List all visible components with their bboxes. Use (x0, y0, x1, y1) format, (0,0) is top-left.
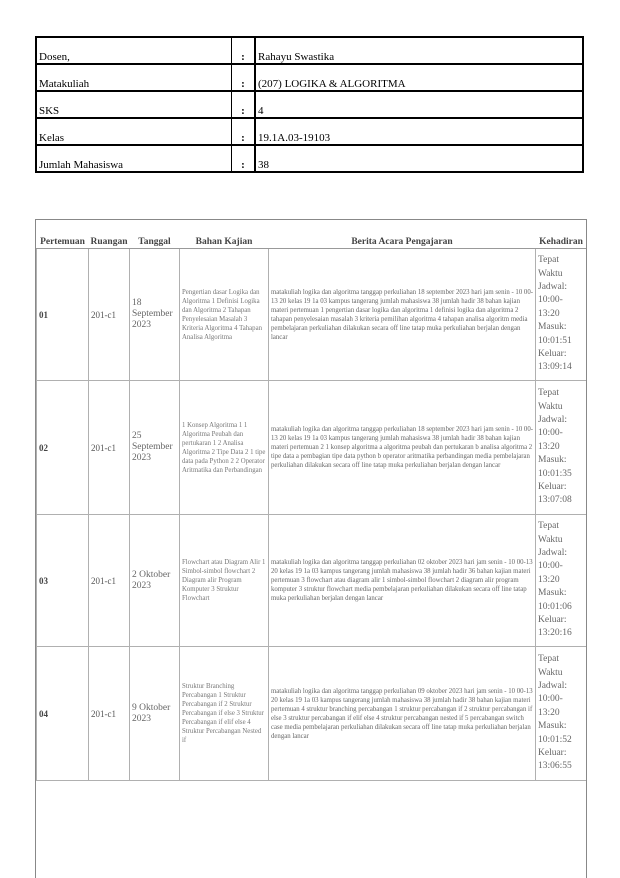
header-ruangan: Ruangan (89, 220, 130, 249)
header-tanggal: Tanggal (130, 220, 180, 249)
header-pertemuan: Pertemuan (37, 220, 89, 249)
table-row (37, 647, 587, 781)
table-header-row (37, 220, 587, 249)
course-info-table (35, 36, 584, 173)
cell-bahan-kajian: Flowchart atau Diagram Alir 1 Simbol-simbol flowchart 2 Diagram alir Program Komputer 3 Struktur Flowchart (180, 515, 269, 647)
info-row (36, 145, 583, 172)
info-label: Jumlah Mahasiswa (36, 145, 232, 172)
cell-tanggal: 9 Oktober 2023 (130, 647, 180, 781)
kehadiran-line: 13:20:16 (538, 628, 572, 639)
kehadiran-line: Masuk: (538, 322, 567, 333)
cell-berita-acara: matakuliah logika dan algoritma tanggap perkuliahan 18 september 2023 hari jam senin - 10 00-13 20 kelas 19 1a 03 kampus tangerang jumlah mahasiswa 38 jumlah hadir 38 bahan kajian materi pertemuan 2 1 konsep algoritma a algoritma peubah dan pertukaran b analisa algoritma 2 tipe data a pembagian tipe data python b operator aritmatika perbandingan media pembelajaran perkuliahan dilakukan secara off line tatap muka perkuliahan berjalan dengan lancar (269, 381, 536, 515)
cell-ruangan: 201-c1 (89, 647, 130, 781)
info-value: 19.1A.03-19103 (255, 118, 583, 145)
kehadiran-line: Masuk: (538, 455, 567, 466)
table-row (37, 381, 587, 515)
table-row (37, 249, 587, 381)
cell-berita-acara: matakuliah logika dan algoritma tanggap perkuliahan 18 september 2023 hari jam senin - 10 00-13 20 kelas 19 1a 03 kampus tangerang jumlah mahasiswa 38 jumlah hadir 38 bahan kajian materi pertemuan 1 pengertian dasar logika dan algoritma 1 definisi logika dan algoritma 2 tahapan penyelesaian masalah 3 kriteria pemilihan algoritma 4 tahapan analisa algoritm media pembelajaran perkuliahan dilakukan secara off line tatap muka perkuliahan berjalan dengan lancar (269, 249, 536, 381)
kehadiran-line: Waktu (538, 401, 563, 412)
kehadiran-line: Jadwal: (538, 547, 568, 558)
info-separator: : (232, 145, 256, 172)
kehadiran-line: 13:09:14 (538, 362, 572, 373)
cell-kehadiran (536, 381, 587, 515)
kehadiran-line: 10:00- (538, 561, 563, 572)
kehadiran-line: 10:01:06 (538, 601, 572, 612)
cell-kehadiran (536, 249, 587, 381)
cell-pertemuan: 04 (37, 647, 89, 781)
info-value: 4 (255, 91, 583, 118)
kehadiran-line: 10:00- (538, 428, 563, 439)
cell-pertemuan: 03 (37, 515, 89, 647)
info-label: SKS (36, 91, 232, 118)
kehadiran-line: 13:06:55 (538, 761, 572, 772)
kehadiran-line: Waktu (538, 268, 563, 279)
info-row (36, 37, 583, 64)
info-value: (207) LOGIKA & ALGORITMA (255, 64, 583, 91)
kehadiran-line: 10:01:51 (538, 335, 572, 346)
kehadiran-line: Waktu (538, 667, 563, 678)
header-bahan-kajian: Bahan Kajian (180, 220, 269, 249)
info-value: 38 (255, 145, 583, 172)
cell-ruangan: 201-c1 (89, 249, 130, 381)
kehadiran-line: Tepat (538, 388, 559, 399)
info-separator: : (232, 37, 256, 64)
kehadiran-line: 10:00- (538, 694, 563, 705)
info-separator: : (232, 91, 256, 118)
kehadiran-line: Jadwal: (538, 680, 568, 691)
cell-ruangan: 201-c1 (89, 515, 130, 647)
cell-bahan-kajian: Pengertian dasar Logika dan Algoritma 1 Definisi Logika dan Algoritma 2 Tahapan Penyelesaian Masalah 3 Kriteria Algoritma 4 Tahapan Analisa Algoritma (180, 249, 269, 381)
info-label: Kelas (36, 118, 232, 145)
kehadiran-line: 10:01:35 (538, 468, 572, 479)
info-label: Matakuliah (36, 64, 232, 91)
cell-tanggal: 25 September 2023 (130, 381, 180, 515)
header-berita-acara: Berita Acara Pengajaran (269, 220, 536, 249)
cell-berita-acara: matakuliah logika dan algoritma tanggap perkuliahan 02 oktober 2023 hari jam senin - 10 00-13 20 kelas 19 1a 03 kampus tangerang jumlah mahasiswa 38 jumlah hadir 36 bahan kajian materi pertemuan 3 flowchart atau diagram alir 1 simbol-simbol flowchart 2 diagram alir program komputer 3 struktur flowchart media pembelajaran perkuliahan dilakukan secara off line tatap muka perkuliahan berjalan dengan lancar (269, 515, 536, 647)
cell-pertemuan: 02 (37, 381, 89, 515)
kehadiran-line: Waktu (538, 534, 563, 545)
info-row (36, 64, 583, 91)
meetings-table (36, 220, 587, 781)
cell-kehadiran (536, 515, 587, 647)
info-row (36, 91, 583, 118)
kehadiran-line: 13:20 (538, 707, 560, 718)
kehadiran-line: 10:00- (538, 295, 563, 306)
kehadiran-line: 13:20 (538, 441, 560, 452)
kehadiran-line: Keluar: (538, 615, 567, 626)
kehadiran-line: 13:07:08 (538, 495, 572, 506)
info-row (36, 118, 583, 145)
header-kehadiran: Kehadiran (536, 220, 587, 249)
kehadiran-line: 13:20 (538, 308, 560, 319)
cell-pertemuan: 01 (37, 249, 89, 381)
info-value: Rahayu Swastika (255, 37, 583, 64)
kehadiran-line: Masuk: (538, 721, 567, 732)
kehadiran-line: 10:01:52 (538, 734, 572, 745)
kehadiran-line: 13:20 (538, 574, 560, 585)
kehadiran-line: Tepat (538, 654, 559, 665)
cell-ruangan: 201-c1 (89, 381, 130, 515)
cell-tanggal: 18 September 2023 (130, 249, 180, 381)
meetings-table-container (35, 219, 587, 878)
kehadiran-line: Masuk: (538, 588, 567, 599)
kehadiran-line: Keluar: (538, 748, 567, 759)
cell-tanggal: 2 Oktober 2023 (130, 515, 180, 647)
cell-bahan-kajian: 1 Konsep Algoritma 1 1 Algoritma Peubah dan pertukaran 1 2 Analisa Algoritma 2 Tipe Data 2 1 tipe data pada Python 2 2 Operator Aritmatika dan Perbandingan (180, 381, 269, 515)
cell-bahan-kajian: Struktur Branching Percabangan 1 Struktur Percabangan if 2 Struktur Percabangan if else 3 Struktur Percabangan if elif else 4 Struktur Percabangan Nested if (180, 647, 269, 781)
cell-berita-acara: matakuliah logika dan algoritma tanggap perkuliahan 09 oktober 2023 hari jam senin - 10 00-13 20 kelas 19 1a 03 kampus tangerang jumlah mahasiswa 38 jumlah hadir 38 bahan kajian materi pertemuan 4 struktur branching percabangan 1 struktur percabangan if 2 struktur percabangan if else 3 struktur percabangan if elif else 4 struktur percabangan nested if 5 percabangan switch case media pembelajaran perkuliahan dilakukan secara off line tatap muka perkuliahan berjalan dengan lancar (269, 647, 536, 781)
cell-kehadiran (536, 647, 587, 781)
kehadiran-line: Tepat (538, 521, 559, 532)
kehadiran-line: Keluar: (538, 349, 567, 360)
kehadiran-line: Keluar: (538, 482, 567, 493)
info-separator: : (232, 118, 256, 145)
info-label: Dosen, (36, 37, 232, 64)
kehadiran-line: Jadwal: (538, 414, 568, 425)
info-separator: : (232, 64, 256, 91)
table-row (37, 515, 587, 647)
kehadiran-line: Jadwal: (538, 281, 568, 292)
kehadiran-line: Tepat (538, 255, 559, 266)
